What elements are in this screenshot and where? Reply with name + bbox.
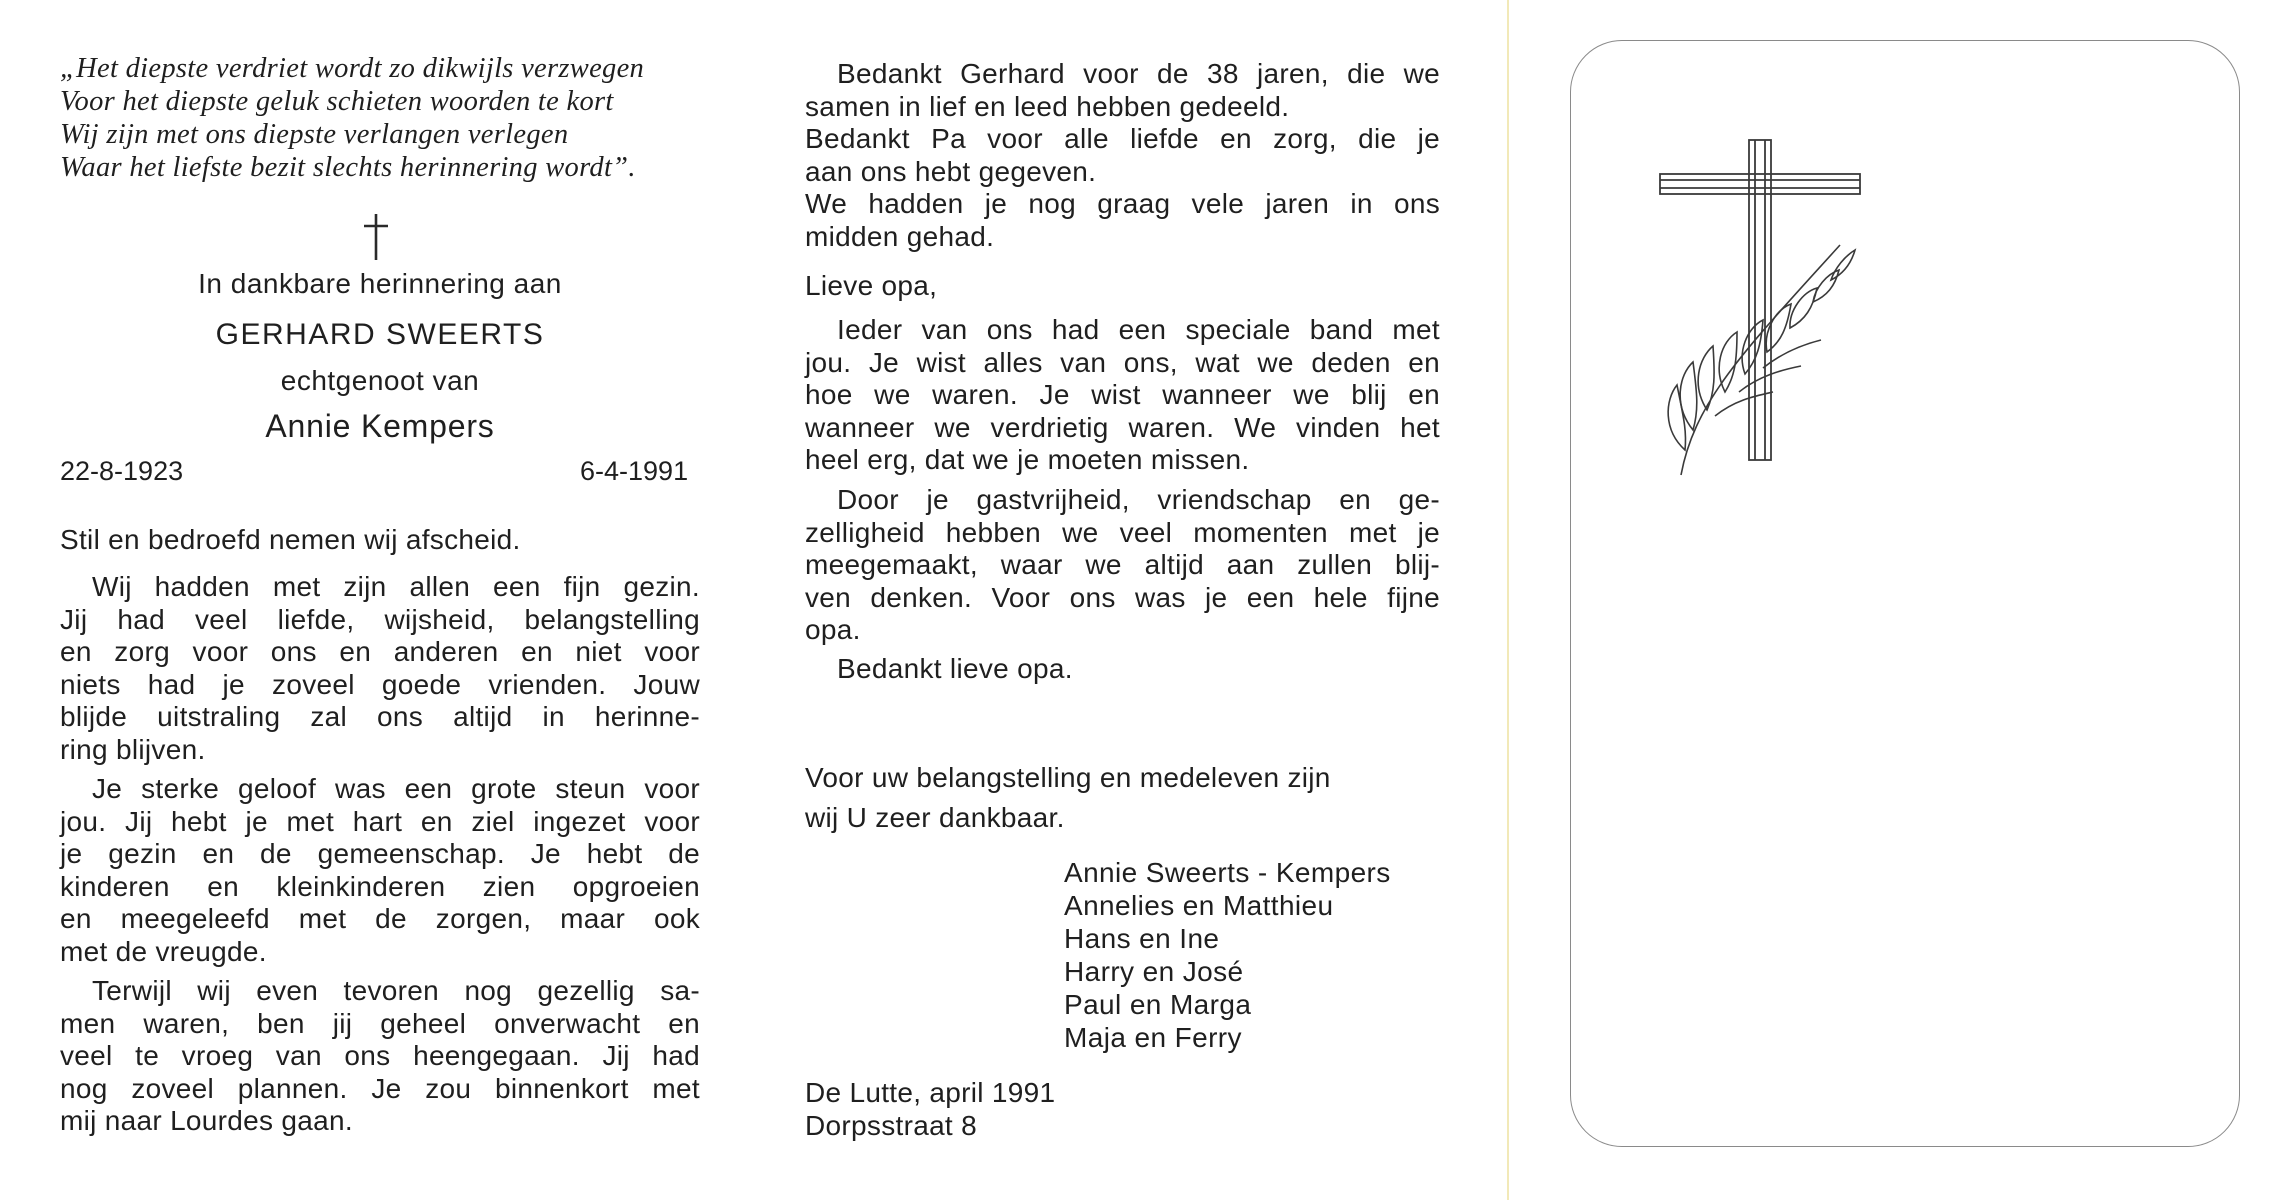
death-date: 6-4-1991 [580, 456, 689, 486]
text-line: Lieve opa, [805, 270, 938, 301]
text-line: hoe we waren. Je wist wanneer we blij en [805, 379, 1440, 410]
text-line: mij naar Lourdes gaan. [60, 1105, 353, 1136]
text-line: samen in lief en leed hebben gedeeld. [805, 90, 1290, 122]
paragraph-hospitality [805, 484, 1440, 647]
poem-line: „Het diepste verdriet wordt zo dikwijls verzwegen [60, 53, 645, 84]
signatory: Paul en Marga [1064, 989, 1252, 1020]
signatory: Annie Sweerts - Kempers [1064, 857, 1391, 888]
text-line: jou. Je wist alles van ons, wat we deden en [805, 346, 1440, 378]
text-line: opa. [805, 614, 861, 645]
text-line: ven denken. Voor ons was je een hele fijne [805, 581, 1440, 613]
text-line: kinderen en kleinkinderen zien opgroeien [60, 870, 700, 902]
text-line: Bedankt lieve opa. [837, 653, 1073, 684]
text-line: Bedankt Gerhard voor de 38 jaren, die we [837, 58, 1440, 89]
place-date: De Lutte, april 1991 [805, 1077, 1056, 1108]
deceased-name: GERHARD SWEERTS [215, 318, 545, 351]
greeting-line [805, 270, 1440, 303]
signatory: Hans en Ine [1064, 923, 1220, 954]
text-line: en zorg voor ons en anderen en niet voor [60, 636, 700, 667]
small-cross-icon [356, 212, 396, 262]
text-line: Terwijl wij even tevoren nog gezellig sa- [92, 975, 700, 1006]
poem-line: Wij zijn met ons diepste verlangen verlegen [60, 119, 569, 150]
text-line: nog zoveel plannen. Je zou binnenkort met [60, 1072, 700, 1104]
text-line: midden gehad. [805, 220, 995, 252]
text-line: veel te vroeg van ons heengegaan. Jij had [60, 1040, 700, 1071]
text-line: met de vreugde. [60, 935, 267, 967]
birth-date: 22-8-1923 [60, 456, 184, 486]
text-line: wanneer we verdrietig waren. We vinden het [805, 411, 1440, 443]
paragraph-bond [805, 314, 1440, 477]
text-line: heel erg, dat we je moeten missen. [805, 444, 1250, 475]
text-line: We hadden je nog graag vele jaren in ons [805, 188, 1440, 219]
text-line: blijde uitstraling zal ons altijd in herinne- [60, 701, 700, 732]
spouse-name: Annie Kempers [265, 408, 495, 444]
relation-text: echtgenoot van [280, 365, 480, 396]
poem-line: Waar het liefste bezit slechts herinnering wordt”. [60, 152, 636, 183]
place-and-address [805, 1077, 1405, 1142]
acknowledgement [805, 758, 1445, 838]
cross-with-palm-branch-icon [1655, 130, 1885, 480]
text-line: meegemaakt, waar we altijd aan zullen blij- [805, 549, 1440, 580]
signatories-list [1064, 856, 1391, 1054]
text-line: wij U zeer dankbaar. [805, 802, 1065, 833]
text-line: jou. Jij hebt je met hart en ziel ingezet voor [60, 805, 700, 837]
paragraph-thanks [805, 58, 1440, 253]
text-line: Voor uw belangstelling en medeleven zijn [805, 762, 1331, 793]
memorial-intro: In dankbare herinnering aan [198, 268, 562, 299]
signatory: Annelies en Matthieu [1064, 890, 1334, 921]
text-line: zelligheid hebben we veel momenten met je [805, 516, 1440, 548]
closing-thanks [837, 653, 1437, 686]
opening-line [60, 524, 700, 557]
text-line: je gezin en de gemeenschap. Je hebt de [60, 838, 700, 869]
text-line: Wij hadden met zijn allen een fijn gezin. [92, 571, 700, 602]
text-line: niets had je zoveel goede vrienden. Jouw [60, 668, 700, 700]
address: Dorpsstraat 8 [805, 1109, 977, 1141]
text-line: Je sterke geloof was een grote steun voor [92, 773, 700, 804]
text-line: Bedankt Pa voor alle liefde en zorg, die je [805, 123, 1440, 154]
text-line: Door je gastvrijheid, vriendschap en ge- [837, 484, 1440, 515]
paragraph-farewell [60, 975, 700, 1138]
text-line: Jij had veel liefde, wijsheid, belangstelling [60, 603, 700, 635]
poem-line: Voor het diepste geluk schieten woorden te kort [60, 86, 614, 117]
text-line: en meegeleefd met de zorgen, maar ook [60, 903, 700, 934]
text-line: men waren, ben jij geheel onverwacht en [60, 1007, 700, 1039]
text-line: ring blijven. [60, 733, 206, 765]
card-fold-line [1507, 0, 1509, 1200]
text-line: Stil en bedroefd nemen wij afscheid. [60, 524, 521, 555]
text-line: Ieder van ons had een speciale band met [837, 314, 1440, 345]
signatory: Harry en José [1064, 956, 1244, 987]
memorial-poem [60, 52, 710, 184]
signatory: Maja en Ferry [1064, 1022, 1242, 1053]
paragraph-family [60, 571, 700, 766]
text-line: aan ons hebt gegeven. [805, 155, 1097, 187]
paragraph-faith [60, 773, 700, 968]
